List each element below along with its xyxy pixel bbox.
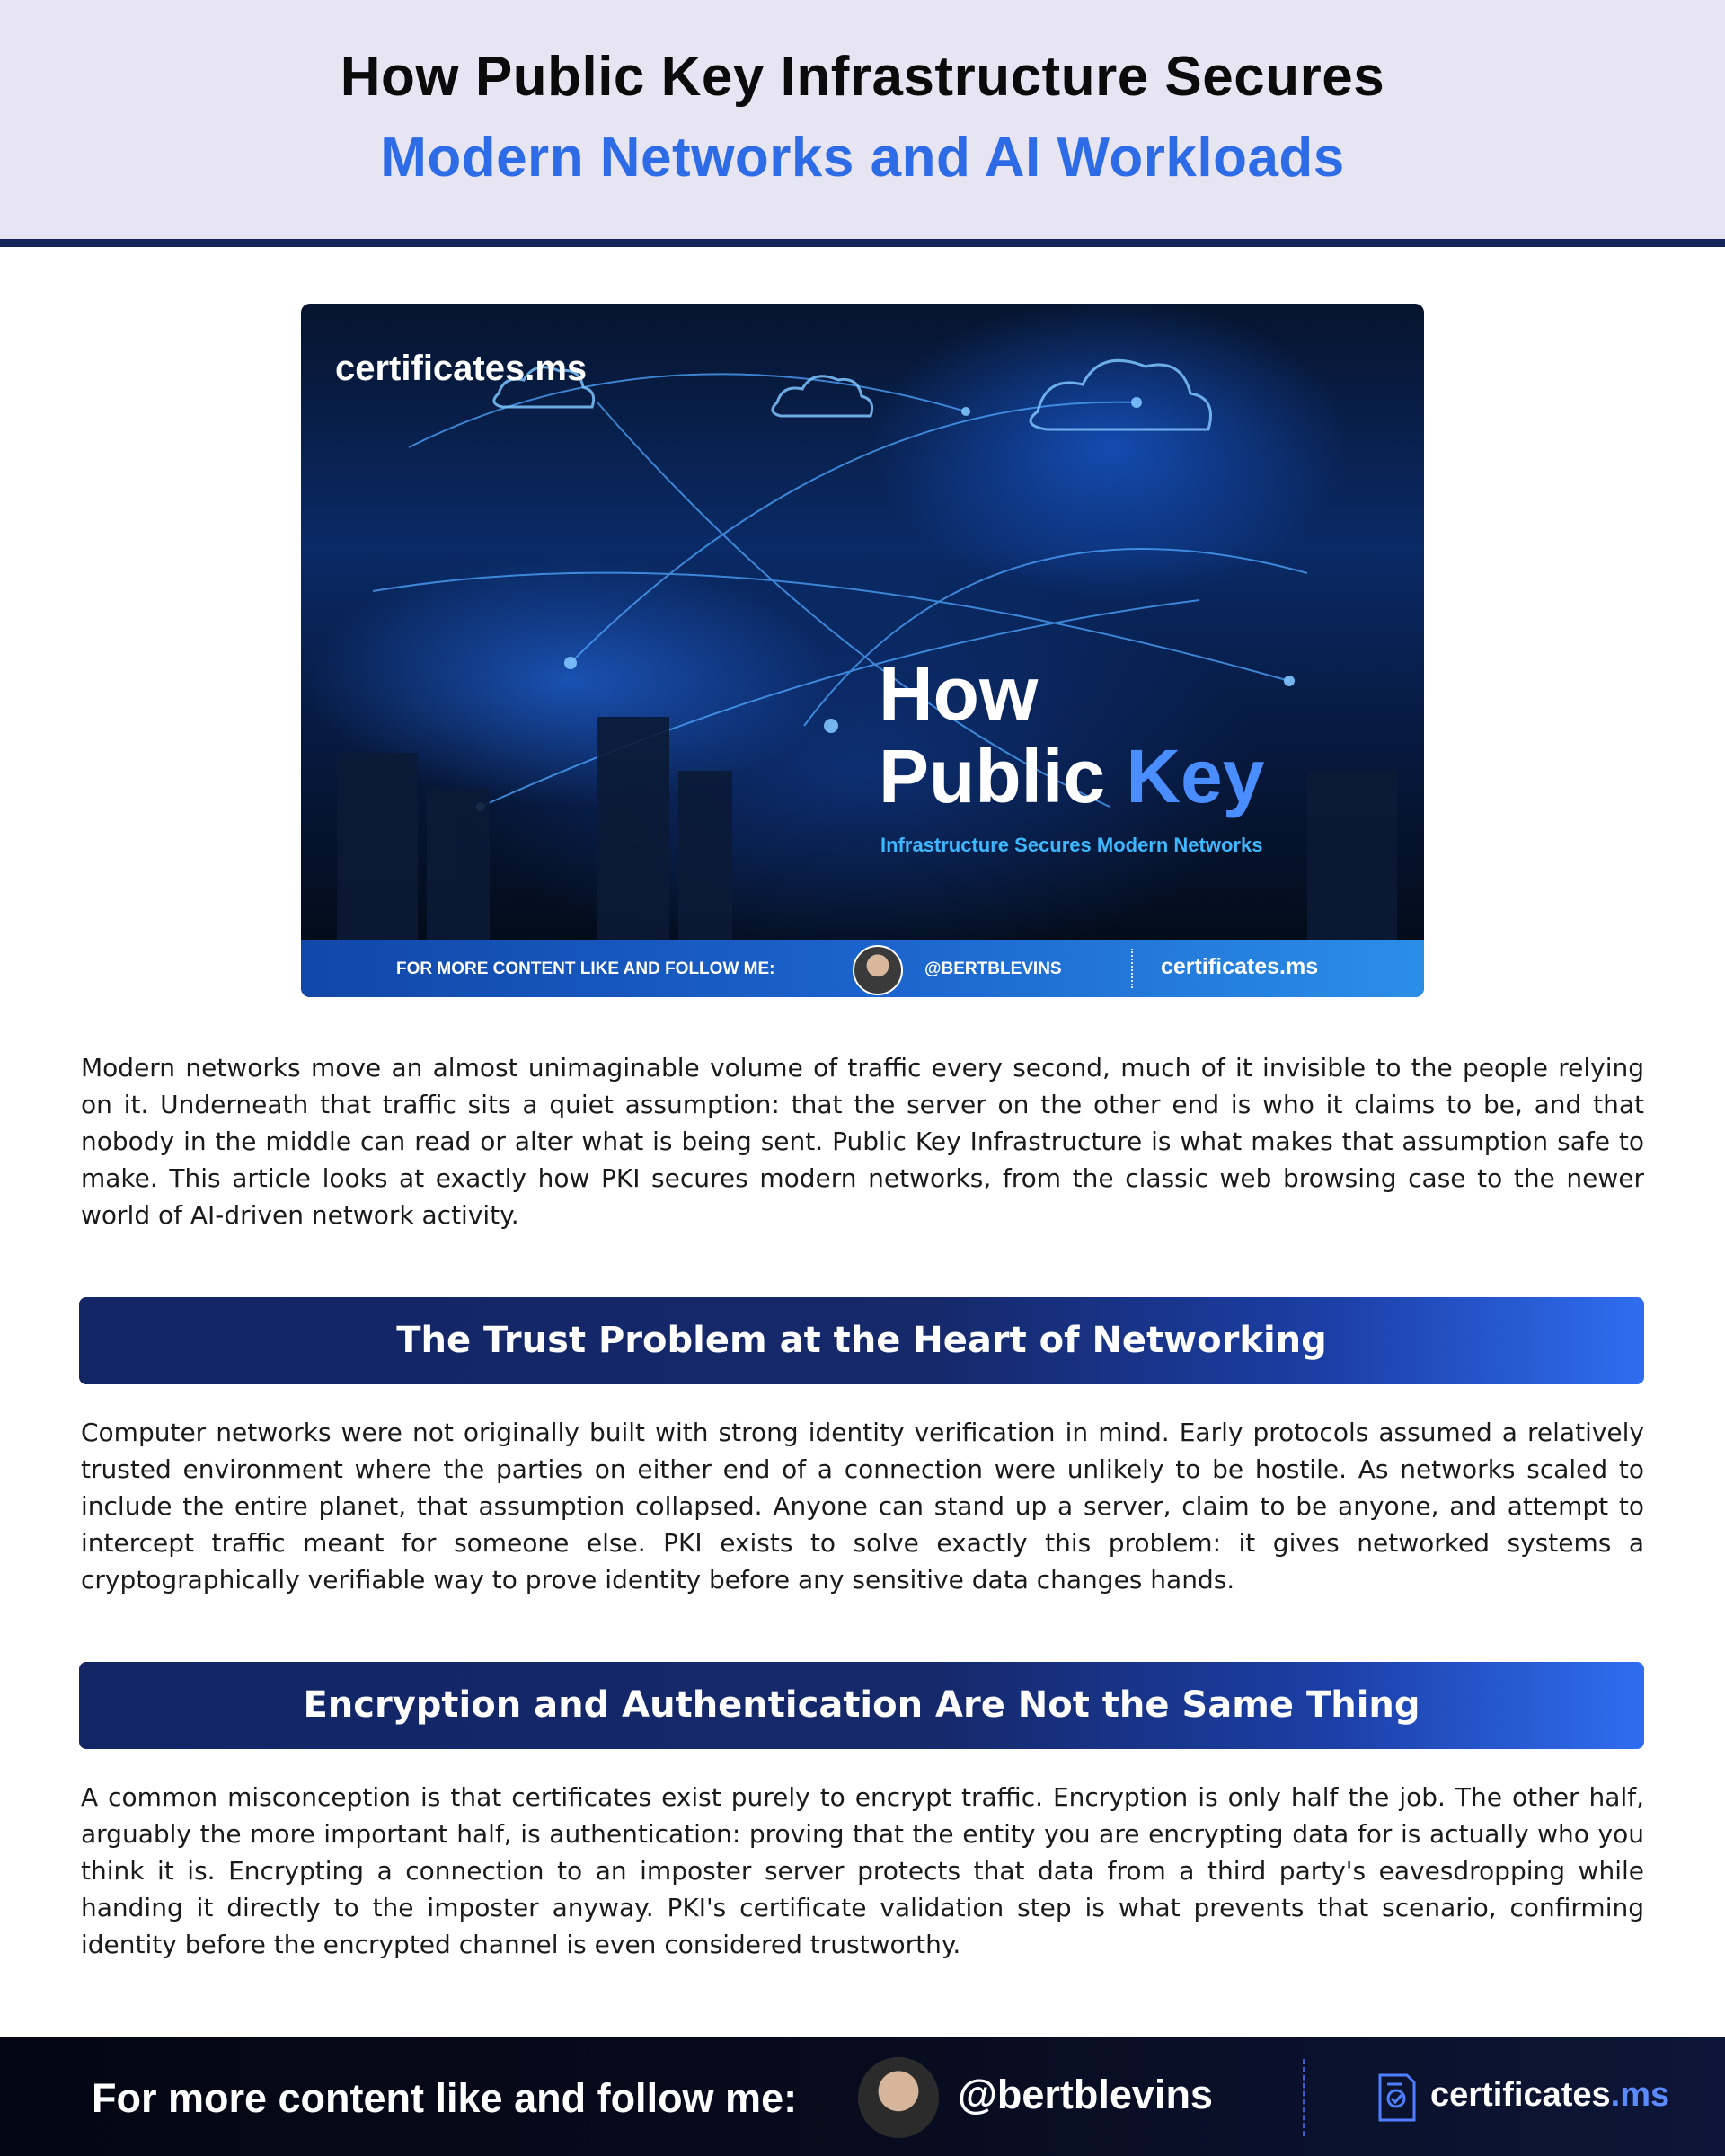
intro-paragraph: Modern networks move an almost unimaginable volume of traffic every second, much of it invisible to the people relying on it. Underneath that traffic sits a quiet assumption: that the server on the other end is who it claims to be, and that nobody in the middle can read or alter what is being sent. Public Key Infrastructure is what makes that assumption safe to make. This article looks at exactly how PKI secures modern networks, from the classic web browsing case to the newer world of AI-driven network activity.	[81, 1053, 1644, 1230]
hero-banner	[301, 304, 1424, 997]
hero-handle[interactable]: @BERTBLEVINS	[924, 959, 1062, 978]
section-heading-encryption-authentication: Encryption and Authentication Are Not the Same Thing	[79, 1662, 1644, 1749]
hero-title-key: Key	[1126, 734, 1265, 818]
footer-handle[interactable]: @bertblevins	[958, 2072, 1213, 2117]
header-divider	[0, 239, 1725, 247]
hero-subtitle: Infrastructure Secures Modern Networks	[880, 834, 1263, 856]
page-footer	[0, 2037, 1725, 2156]
page-header	[0, 0, 1725, 239]
hero-avatar	[853, 945, 903, 995]
page-title-line2: Modern Networks and AI Workloads	[380, 127, 1345, 189]
hero-bar-logo: certificates.ms	[1161, 954, 1319, 979]
certificate-icon	[1375, 2072, 1418, 2124]
hero-follow-bar	[301, 940, 1424, 997]
hero-bar-divider	[1131, 949, 1133, 988]
footer-avatar	[858, 2057, 939, 2138]
hero-logo: certificates.ms	[335, 349, 588, 388]
section-body-encryption-authentication: A common misconception is that certificates exist purely to encrypt traffic. Encryption is only half the job. The other half, arguably the more important half, is authentication: proving that the entity you are encrypting data for is actually who you think it is. Encrypting a connection to an imposter server protects that data from a third party's eavesdropping while handing it directly to the imposter anyway. PKI's certificate validation step is what prevents that scenario, confirming identity before the encrypted channel is even considered trustworthy.	[81, 1782, 1644, 1959]
hero-title-line1: How	[879, 651, 1039, 736]
section-heading-trust-problem: The Trust Problem at the Heart of Networking	[79, 1297, 1644, 1384]
footer-divider	[1303, 2059, 1305, 2136]
hero-title-public: Public	[879, 734, 1127, 818]
hero-title	[879, 652, 1265, 817]
footer-logo-name: certificates	[1430, 2076, 1611, 2114]
hero-title-line2	[879, 735, 1265, 817]
footer-follow-text: For more content like and follow me:	[92, 2075, 798, 2121]
footer-logo-tld: .ms	[1610, 2076, 1670, 2114]
section-body-trust-problem: Computer networks were not originally built with strong identity verification in mind. Early protocols assumed a relatively trusted environment where the parties on either end of a connection were unlikely to be hostile. As networks scaled to include the entire planet, that assumption collapsed. Anyone can stand up a server, claim to be anyone, and attempt to intercept traffic meant for someone else. PKI exists to solve exactly this problem: it gives networked systems a cryptographically verifiable way to prove identity before any sensitive data changes hands.	[81, 1418, 1644, 1595]
hero-follow-text: FOR MORE CONTENT LIKE AND FOLLOW ME:	[396, 959, 775, 978]
footer-logo	[1430, 2076, 1669, 2115]
page-title-line1: How Public Key Infrastructure Secures	[340, 46, 1385, 108]
